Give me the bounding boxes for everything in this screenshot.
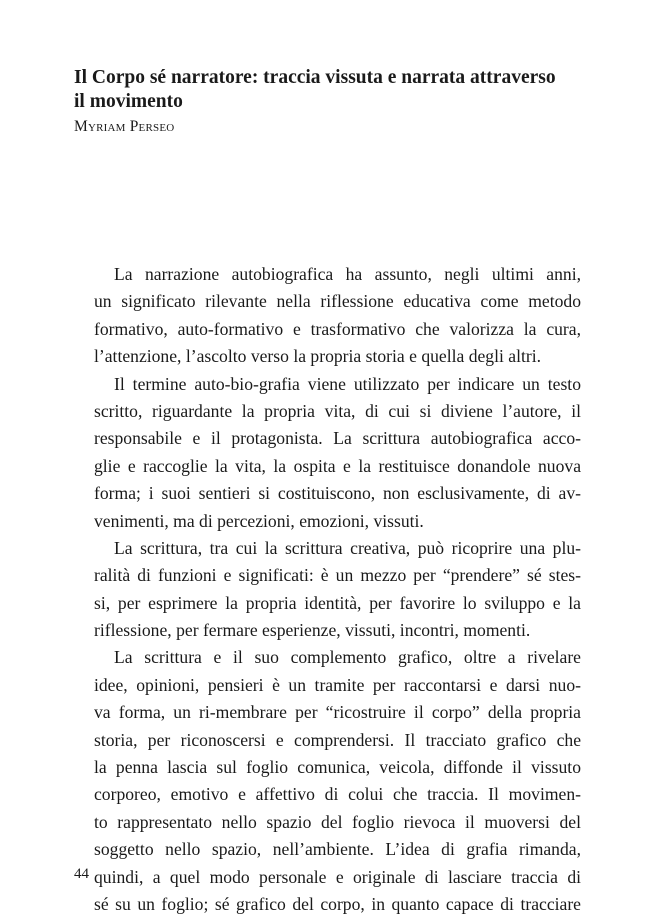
text-line: un significato rilevante nella riflessione educativa come metodo xyxy=(94,291,581,312)
text-line: glie e raccoglie la vita, la ospita e la restituisce donandole nuova xyxy=(94,455,581,476)
text-line: l’attenzione, l’ascolto verso la propria storia e quella degli altri. xyxy=(94,346,542,367)
text-line: forma; i suoi sentieri si costituiscono, non esclusivamente, di av- xyxy=(94,483,581,504)
text-line: La narrazione autobiografica ha assunto, negli ultimi anni, xyxy=(114,264,581,284)
chapter-title xyxy=(74,66,594,114)
text-line: idee, opinioni, pensieri è un tramite per raccontarsi e darsi nuo- xyxy=(94,674,581,695)
text-line: soggetto nello spazio, nell’ambiente. L’idea di grafia rimanda, xyxy=(94,839,581,860)
body-text xyxy=(74,261,581,918)
paragraph xyxy=(74,535,581,645)
text-line: formativo, auto-formativo e trasformativo che valorizza la cura, xyxy=(94,318,581,339)
text-line: venimenti, ma di percezioni, emozioni, vissuti. xyxy=(94,510,424,531)
text-line: scritto, riguardante la propria vita, di cui si diviene l’autore, il xyxy=(94,400,581,421)
text-line: La scrittura, tra cui la scrittura creativa, può ricoprire una plu- xyxy=(114,537,581,558)
text-line: riflessione, per fermare esperienze, vissuti, incontri, momenti. xyxy=(94,620,531,641)
text-line: quindi, a quel modo personale e originale di lasciare traccia di xyxy=(94,866,581,887)
text-line: sé su un foglio; sé grafico del corpo, in quanto capace di tracciare xyxy=(94,893,581,914)
text-line: la penna lascia sul foglio comunica, veicola, diffonde il vissuto xyxy=(94,757,581,778)
text-line: to rappresentato nello spazio del foglio rievoca il muoversi del xyxy=(94,811,581,832)
text-line: Il termine auto-bio-grafia viene utilizzato per indicare un testo xyxy=(114,373,581,394)
text-line: ralità di funzioni e significati: è un mezzo per “prendere” sé stes- xyxy=(94,565,581,586)
chapter-title-line: Il Corpo sé narratore: traccia vissuta e narrata attraverso xyxy=(74,67,556,88)
text-line: si, per esprimere la propria identità, per favorire lo sviluppo e la xyxy=(94,592,581,613)
text-line: responsabile e il protagonista. La scrittura autobiografica acco- xyxy=(94,428,581,449)
text-line: storia, per riconoscersi e comprendersi. Il tracciato grafico che xyxy=(94,729,581,750)
paragraph xyxy=(74,371,581,535)
paragraph xyxy=(74,644,581,918)
text-line: La scrittura e il suo complemento grafico, oltre a rivelare xyxy=(114,647,581,668)
author-name: Myriam Perseo xyxy=(74,118,175,135)
page-number: 44 xyxy=(74,866,89,882)
chapter-title-line: il movimento xyxy=(74,91,183,112)
chapter-header xyxy=(74,66,594,137)
paragraph xyxy=(74,261,581,371)
text-line: corporeo, emotivo e affettivo di colui che traccia. Il movimen- xyxy=(94,784,581,805)
text-line: va forma, un ri-membrare per “ricostruire il corpo” della propria xyxy=(94,702,581,723)
